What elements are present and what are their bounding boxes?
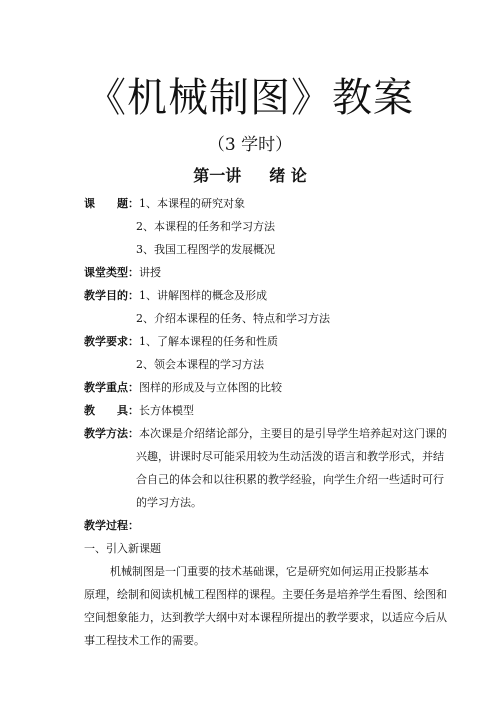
lecture-heading	[0, 165, 500, 187]
paragraph-line-2: 原理，绘制和阅读机械工程图样的课程。主要任务是培养学生看图、绘图和	[84, 588, 447, 601]
teaching-aid-value: 长方体模型	[139, 404, 194, 417]
paragraph-line-1: 机械制图是一门重要的技术基础课，它是研究如何运用正投影基本	[110, 565, 429, 578]
method-line-1: 本次课是介绍绪论部分，主要目的是引导学生培养起对这门课的	[139, 427, 447, 440]
goal-item-1: 1、讲解图样的概念及形成	[139, 289, 267, 302]
goal-label: 教学目的：	[84, 289, 139, 302]
paragraph-line-3: 空间想象能力，达到教学大纲中对本课程所提出的教学要求，以适应今后从	[84, 611, 447, 624]
lecture-number: 第一讲	[193, 166, 242, 185]
document-title: 《机械制图》教案	[86, 75, 414, 121]
section-heading: 一、引入新课题	[84, 542, 161, 555]
goal-row	[84, 288, 267, 304]
requirement-row	[84, 334, 278, 350]
teaching-aid-label: 教 具：	[84, 404, 139, 417]
class-hours: （3 学时）	[207, 135, 293, 155]
method-label: 教学方法：	[84, 427, 139, 440]
key-point-value: 图样的形成及与立体图的比较	[139, 381, 282, 394]
method-line-2: 兴趣，讲课时尽可能采用较为生动活泼的语言和教学形式，并结	[136, 450, 444, 463]
goal-item-2: 2、介绍本课程的任务、特点和学习方法	[136, 312, 330, 325]
class-type-label: 课堂类型：	[84, 266, 139, 279]
requirement-item-2: 2、领会本课程的学习方法	[136, 358, 264, 371]
class-type-row	[84, 265, 161, 281]
key-point-label: 教学重点：	[84, 381, 139, 394]
topic-item-2: 2、本课程的任务和学习方法	[136, 220, 275, 233]
topic-item-1: 1、本课程的研究对象	[139, 197, 245, 210]
topic-label: 课 题：	[84, 197, 139, 210]
lecture-name: 绪 论	[269, 166, 307, 185]
teaching-aid-row	[84, 403, 194, 419]
method-row	[84, 426, 447, 442]
requirement-label: 教学要求：	[84, 335, 139, 348]
method-line-3: 合自己的体会和以往积累的教学经验，向学生介绍一些适时可行	[136, 473, 444, 486]
topic-item-3: 3、我国工程图学的发展概况	[136, 243, 275, 256]
key-point-row	[84, 380, 282, 396]
topic-row	[84, 196, 245, 212]
class-type-value: 讲授	[139, 266, 161, 279]
paragraph-line-4: 事工程技术工作的需要。	[84, 634, 205, 647]
method-line-4: 的学习方法。	[136, 496, 202, 509]
requirement-item-1: 1、了解本课程的任务和性质	[139, 335, 278, 348]
process-label: 教学过程：	[84, 519, 139, 532]
